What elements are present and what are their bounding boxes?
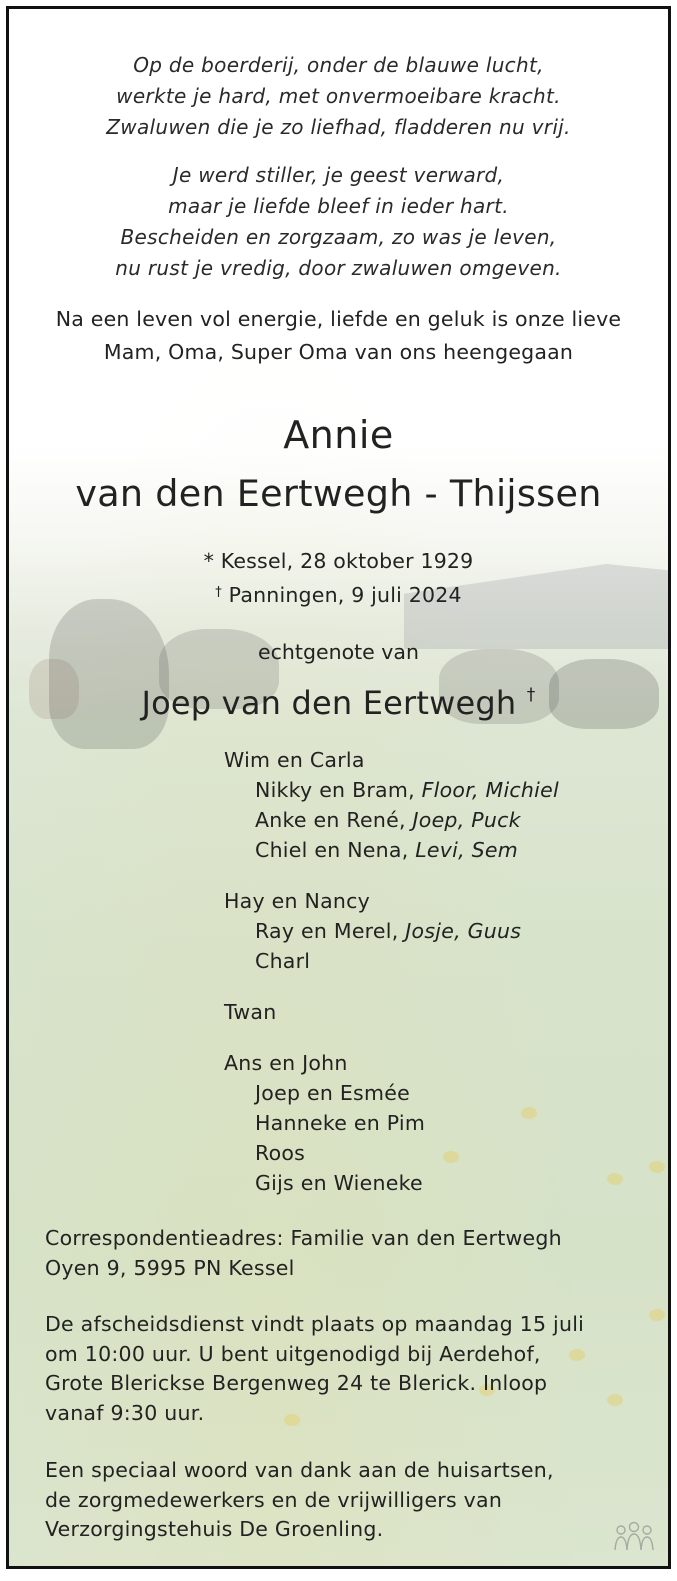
- poem-line: Op de boerderij, onder de blauwe lucht,: [133, 53, 544, 77]
- family-head: Ans en John: [224, 1051, 348, 1075]
- family-member: Anke en René, Joep, Puck: [255, 808, 521, 832]
- deceased-full-name: van den Eertwegh - Thijssen: [75, 472, 602, 515]
- service-info: De afscheidsdienst vindt plaats op maandag 15 juli om 10:00 uur. U bent uitgenodigd bij Aerdehof, Grote Blerickse Bergenweg 24 te Blerick. Inloop vanaf 9:30 uur.: [45, 1312, 585, 1425]
- family-member: Ray en Merel, Josje, Guus: [255, 919, 522, 943]
- family-group: [224, 997, 559, 1027]
- intro-line: Na een leven vol energie, liefde en geluk is onze lieve: [55, 307, 622, 331]
- life-dates: [9, 545, 668, 611]
- deceased-first-name: Annie: [283, 413, 394, 457]
- thanks-text: Een speciaal woord van dank aan de huisartsen, de zorgmedewerkers en de vrijwilligers van Verzorgingstehuis De Groenling.: [45, 1458, 554, 1541]
- dandelion: [607, 1173, 623, 1185]
- intro-text: [9, 303, 668, 369]
- family-member: Charl: [255, 949, 311, 973]
- spouse-name: Joep van den Eertwegh: [141, 684, 517, 722]
- cross-symbol: †: [526, 685, 536, 705]
- family-list: [224, 745, 559, 1219]
- family-head: Hay en Nancy: [224, 889, 371, 913]
- family-group: [224, 1048, 559, 1198]
- family-member: Hanneke en Pim: [255, 1111, 426, 1135]
- family-group: [224, 745, 559, 865]
- people-group-icon: [612, 1520, 656, 1556]
- poem-line: Zwaluwen die je zo liefhad, fladderen nu vrij.: [106, 115, 571, 139]
- spouse-label: echtgenote van: [258, 640, 419, 664]
- poem-line: Je werd stiller, je geest verward,: [172, 163, 505, 187]
- dandelion: [649, 1161, 665, 1173]
- poem-line: werkte je hard, met onvermoeibare kracht.: [116, 84, 561, 108]
- poem-line: maar je liefde bleef in ieder hart.: [168, 194, 509, 218]
- family-group: [224, 886, 559, 976]
- poem-stanza-2: [9, 160, 668, 284]
- obituary-card: [6, 6, 671, 1569]
- poem-line: Bescheiden en zorgzaam, zo was je leven,: [120, 225, 557, 249]
- cross-symbol: †: [215, 585, 222, 600]
- family-member: Chiel en Nena, Levi, Sem: [255, 838, 518, 862]
- dandelion: [649, 1309, 665, 1321]
- death-date-row: [9, 577, 668, 611]
- family-member: Roos: [255, 1141, 306, 1165]
- family-member: Gijs en Wieneke: [255, 1171, 423, 1195]
- family-head: Wim en Carla: [224, 748, 365, 772]
- birth-date: * Kessel, 28 oktober 1929: [203, 549, 474, 573]
- family-member: Nikky en Bram, Floor, Michiel: [255, 778, 559, 802]
- poem-stanza-1: [9, 50, 668, 143]
- poem-line: nu rust je vredig, door zwaluwen omgeven.: [115, 256, 562, 280]
- correspondence-address: Correspondentieadres: Familie van den Eertwegh Oyen 9, 5995 PN Kessel: [45, 1226, 562, 1280]
- family-head: Twan: [224, 1000, 277, 1024]
- intro-line: Mam, Oma, Super Oma van ons heengegaan: [103, 340, 574, 364]
- death-date: Panningen, 9 juli 2024: [228, 583, 462, 607]
- family-member: Joep en Esmée: [255, 1081, 410, 1105]
- spouse-name-row: [9, 675, 668, 723]
